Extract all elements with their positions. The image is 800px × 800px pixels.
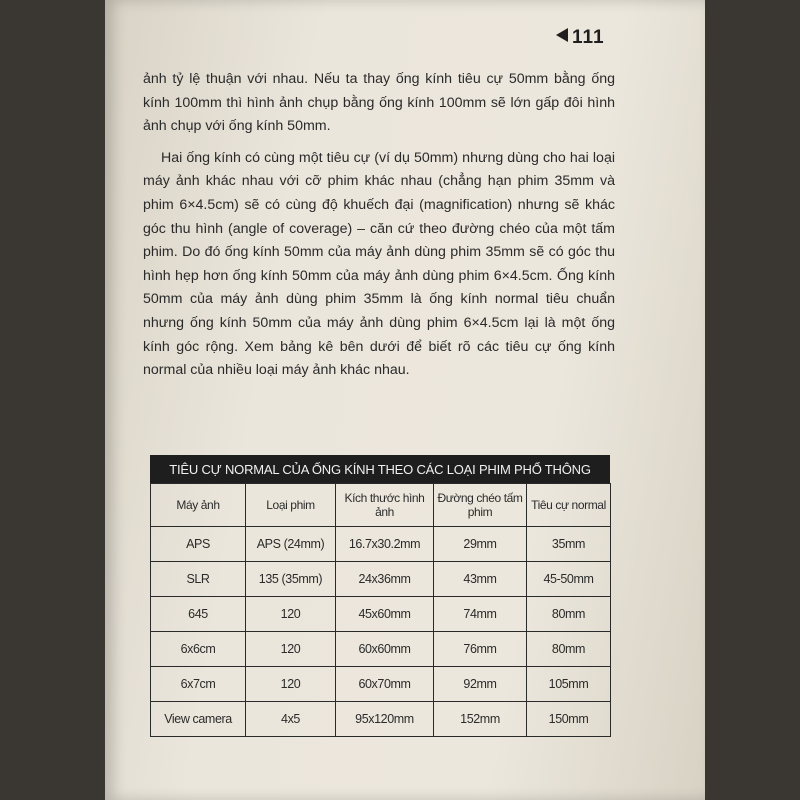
table-cell: 120 [246, 667, 336, 702]
table-cell: 152mm [434, 702, 527, 737]
table-cell: 135 (35mm) [246, 562, 336, 597]
body-text [143, 68, 615, 383]
table-cell: 92mm [434, 667, 527, 702]
table-cell: APS (24mm) [246, 527, 336, 562]
table-cell: 45x60mm [336, 597, 434, 632]
page-arrow-icon [556, 28, 568, 42]
table-row [151, 667, 611, 702]
column-header: Tiêu cự normal [527, 484, 611, 527]
table-cell: View camera [151, 702, 246, 737]
column-header: Kích thước hình ảnh [336, 484, 434, 527]
table-cell: 29mm [434, 527, 527, 562]
table-row [151, 702, 611, 737]
table-cell: 24x36mm [336, 562, 434, 597]
table-title: TIÊU CỰ NORMAL CỦA ỐNG KÍNH THEO CÁC LOẠI PHIM PHỔ THÔNG [150, 455, 610, 483]
table-cell: 120 [246, 632, 336, 667]
table-cell: 60x70mm [336, 667, 434, 702]
table-cell: 6x6cm [151, 632, 246, 667]
page-number: 111 [556, 27, 605, 49]
table-row [151, 562, 611, 597]
table-cell: 150mm [527, 702, 611, 737]
table-row [151, 527, 611, 562]
table-header-row [151, 484, 611, 527]
data-table [150, 483, 611, 737]
table-cell: 35mm [527, 527, 611, 562]
table-cell: 45-50mm [527, 562, 611, 597]
table-cell: 6x7cm [151, 667, 246, 702]
table-cell: SLR [151, 562, 246, 597]
table-cell: 120 [246, 597, 336, 632]
table-cell: 74mm [434, 597, 527, 632]
paragraph: ảnh tỷ lệ thuận với nhau. Nếu ta thay ống kính tiêu cự 50mm bằng ống kính 100mm thì hình ảnh chụp bằng ống kính 100mm sẽ lớn gấp đôi hình ảnh chụp với ống kính 50mm. [143, 71, 615, 135]
table-cell: 43mm [434, 562, 527, 597]
table-cell: 95x120mm [336, 702, 434, 737]
column-header: Máy ảnh [151, 484, 246, 527]
table-cell: 16.7x30.2mm [336, 527, 434, 562]
column-header: Loại phim [246, 484, 336, 527]
table-cell: APS [151, 527, 246, 562]
table-cell: 60x60mm [336, 632, 434, 667]
focal-length-table [150, 455, 610, 737]
table-cell: 80mm [527, 597, 611, 632]
table-cell: 80mm [527, 632, 611, 667]
table-cell: 76mm [434, 632, 527, 667]
table-row [151, 632, 611, 667]
table-cell: 105mm [527, 667, 611, 702]
paragraph: Hai ống kính có cùng một tiêu cự (ví dụ 50mm) nhưng dùng cho hai loại máy ảnh khác nhau với cỡ phim khác nhau (chẳng hạn phim 35mm và phim 6×4.5cm) sẽ có cùng độ khuếch đại (magnification) nhưng sẽ khác góc thu hình (angle of coverage) – căn cứ theo đường chéo của một tấm phim. Do đó ống kính 50mm của máy ảnh dùng phim 35mm sẽ có góc thu hình hẹp hơn ống kính 50mm của máy ảnh dùng phim 6×4.5cm. Ống kính 50mm của máy ảnh dùng phim 35mm là ống kính normal tiêu chuẩn nhưng ống kính 50mm của máy ảnh dùng phim 6×4.5cm lại là một ống kính góc rộng. Xem bảng kê bên dưới để biết rõ các tiêu cự ống kính normal của nhiều loại máy ảnh khác nhau. [143, 149, 615, 379]
table-cell: 645 [151, 597, 246, 632]
column-header: Đường chéo tấm phim [434, 484, 527, 527]
table-cell: 4x5 [246, 702, 336, 737]
table-row [151, 597, 611, 632]
